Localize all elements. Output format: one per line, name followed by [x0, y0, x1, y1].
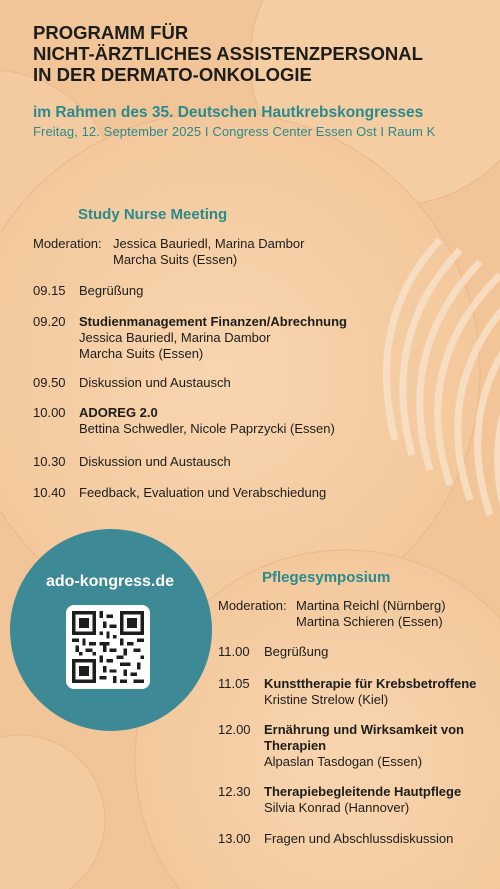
- agenda-title: Begrüßung: [79, 283, 144, 298]
- moderation-pflege: [218, 598, 446, 630]
- agenda-time: 12.00: [218, 722, 251, 737]
- section-heading-pflegesymposium: Pflegesymposium: [262, 569, 391, 586]
- agenda-item: [218, 722, 464, 770]
- agenda-item: [218, 676, 476, 708]
- agenda-time: 13.00: [218, 831, 251, 846]
- agenda-time: 11.00: [218, 644, 250, 659]
- agenda-item: [218, 644, 328, 660]
- moderation-label: Moderation:: [218, 598, 287, 613]
- agenda-title: Studienmanagement Finanzen/Abrechnung: [79, 314, 347, 329]
- agenda-title: Fragen und Abschlussdiskussion: [264, 831, 454, 846]
- title-line: NICHT-ÄRZTLICHES ASSISTENZPERSONAL: [33, 43, 423, 64]
- page-title: [33, 22, 473, 85]
- agenda-title: Feedback, Evaluation und Verabschiedung: [79, 485, 327, 500]
- website-link[interactable]: ado-kongress.de: [45, 573, 175, 590]
- agenda-speaker: Kristine Strelow (Kiel): [264, 692, 389, 707]
- agenda-time: 12.30: [218, 784, 251, 799]
- moderator-line: Martina Schieren (Essen): [296, 614, 443, 629]
- agenda-item: [33, 314, 347, 362]
- agenda-title: ADOREG 2.0: [79, 405, 158, 420]
- moderation-label: Moderation:: [33, 236, 102, 251]
- subtitle: im Rahmen des 35. Deutschen Hautkrebskongresses: [33, 104, 424, 121]
- agenda-speaker: Silvia Konrad (Hannover): [264, 800, 410, 815]
- agenda-time: 10.30: [33, 454, 66, 469]
- agenda-title: Diskussion und Austausch: [79, 454, 231, 469]
- agenda-title: Kunsttherapie für Krebsbetroffene: [264, 676, 477, 691]
- agenda-item: [218, 831, 453, 847]
- agenda-time: 09.20: [33, 314, 66, 329]
- agenda-item: [33, 375, 231, 391]
- agenda-time: 09.15: [33, 283, 66, 298]
- agenda-speaker: Alpaslan Tasdogan (Essen): [264, 754, 423, 769]
- agenda-speaker: Jessica Bauriedl, Marina Dambor: [79, 330, 271, 345]
- agenda-title: Therapiebegleitende Hautpflege: [264, 784, 462, 799]
- agenda-item: [218, 784, 461, 816]
- agenda-title: Diskussion und Austausch: [79, 375, 231, 390]
- moderation-study-nurse: [33, 236, 304, 268]
- qr-code-icon: [72, 611, 144, 683]
- agenda-item: [33, 283, 143, 299]
- agenda-title: Ernährung und Wirksamkeit von: [264, 722, 464, 737]
- agenda-item: [33, 485, 326, 501]
- title-line: PROGRAMM FÜR: [33, 22, 189, 43]
- qr-code-icon[interactable]: [66, 605, 150, 689]
- agenda-time: 09.50: [33, 375, 66, 390]
- agenda-title: Therapien: [264, 738, 327, 753]
- moderator-line: Martina Reichl (Nürnberg): [296, 598, 446, 613]
- agenda-speaker: Marcha Suits (Essen): [79, 346, 204, 361]
- agenda-speaker: Bettina Schwedler, Nicole Paprzycki (Essen): [79, 421, 335, 436]
- title-line: IN DER DERMATO-ONKOLOGIE: [33, 64, 312, 85]
- agenda-time: 10.00: [33, 405, 66, 420]
- event-dateline: Freitag, 12. September 2025 I Congress Center Essen Ost I Raum K: [33, 124, 436, 139]
- agenda-item: [33, 405, 335, 437]
- moderator-line: Jessica Bauriedl, Marina Dambor: [113, 236, 305, 251]
- agenda-time: 11.05: [218, 676, 250, 691]
- agenda-title: Begrüßung: [264, 644, 329, 659]
- moderator-line: Marcha Suits (Essen): [113, 252, 238, 267]
- agenda-item: [33, 454, 231, 470]
- agenda-time: 10.40: [33, 485, 66, 500]
- section-heading-study-nurse: Study Nurse Meeting: [78, 206, 228, 223]
